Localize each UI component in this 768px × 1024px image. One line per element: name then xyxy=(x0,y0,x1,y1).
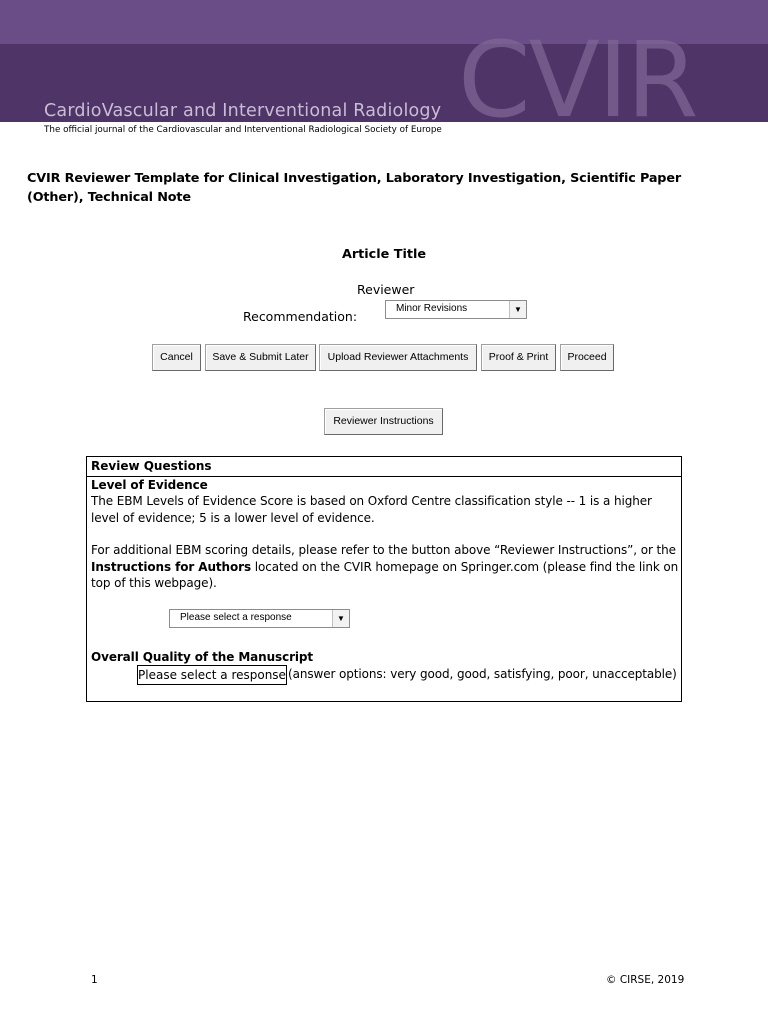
level-of-evidence-select[interactable] xyxy=(169,609,350,628)
journal-banner xyxy=(0,0,768,122)
overall-quality-options-hint: (answer options: very good, good, satisfying, poor, unacceptable) xyxy=(288,667,677,681)
template-title: CVIR Reviewer Template for Clinical Investigation, Laboratory Investigation, Scientific Paper (Other), Technical Note xyxy=(27,171,682,205)
upload-reviewer-attachments-button[interactable]: Upload Reviewer Attachments xyxy=(319,344,477,371)
journal-name: CardioVascular and Interventional Radiology xyxy=(44,101,442,121)
instructions-for-authors-text: Instructions for Authors xyxy=(91,559,251,574)
cvir-logo: CVIR xyxy=(458,19,697,122)
level-of-evidence-description: The EBM Levels of Evidence Score is based on Oxford Centre classification style -- 1 is a higher level of evidence; 5 is a lower level of evidence. xyxy=(91,494,652,525)
proceed-button[interactable]: Proceed xyxy=(560,344,614,371)
level-of-evidence-placeholder: Please select a response xyxy=(180,612,292,623)
proof-print-button[interactable]: Proof & Print xyxy=(481,344,556,371)
chevron-down-icon: ▼ xyxy=(509,301,526,318)
article-title: Article Title xyxy=(341,247,427,262)
page-number: 1 xyxy=(91,974,98,986)
ebm-details-text-start: For additional EBM scoring details, please refer to the button above “Reviewer Instructions”, or the xyxy=(91,543,676,557)
copyright: © CIRSE, 2019 xyxy=(606,974,685,986)
overall-quality-select[interactable]: Please select a response xyxy=(137,665,287,685)
ebm-details-text xyxy=(91,542,681,592)
recommendation-label-line2: Recommendation: xyxy=(243,309,358,324)
reviewer-instructions-button[interactable]: Reviewer Instructions xyxy=(324,408,443,435)
review-questions-title: Review Questions xyxy=(91,459,212,473)
cancel-button[interactable]: Cancel xyxy=(152,344,201,371)
recommendation-select[interactable] xyxy=(385,300,527,319)
chevron-down-icon: ▼ xyxy=(332,610,349,627)
review-questions-header xyxy=(87,457,681,477)
overall-quality-heading: Overall Quality of the Manuscript xyxy=(91,650,314,664)
recommendation-label-line1: Reviewer xyxy=(357,282,415,297)
ebm-details-text-end: located on the CVIR homepage on Springer.com (please find the link on top of this webpage). xyxy=(91,559,679,590)
level-of-evidence-heading: Level of Evidence xyxy=(91,478,208,492)
recommendation-selected-value: Minor Revisions xyxy=(396,303,468,314)
save-submit-later-button[interactable]: Save & Submit Later xyxy=(205,344,316,371)
journal-subtitle: The official journal of the Cardiovascular and Interventional Radiological Society of Europe xyxy=(44,125,442,135)
